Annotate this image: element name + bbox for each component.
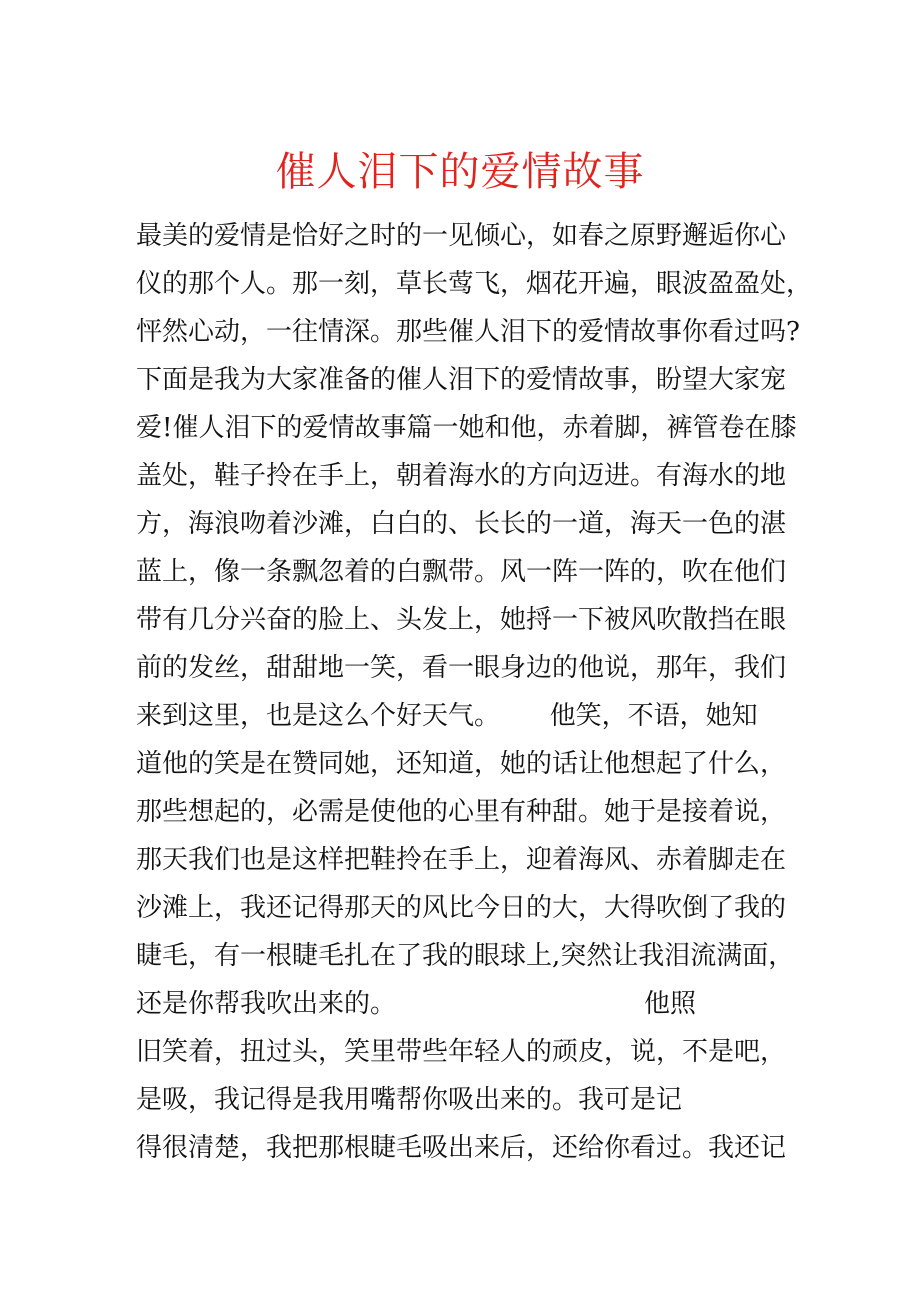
page-title: 催人泪下的爱情故事: [275, 149, 645, 195]
text-line-8: 蓝上，像一条飘忽着的白飘带。风一阵一阵的，吹在他们: [136, 557, 787, 587]
text-line-19: 是吸，我记得是我用嘴帮你吸出来的。我可是记: [136, 1085, 683, 1115]
article-body: [136, 212, 816, 1172]
text-line-9: 带有几分兴奋的脸上、头发上，她捋一下被风吹散挡在眼: [136, 605, 787, 635]
text-line-3: 怦然心动，一往情深。那些催人泪下的爱情故事你看过吗?: [136, 317, 800, 347]
text-line-11: 来到这里，也是这么个好天气。 他笑，不语，她知: [136, 701, 758, 731]
text-line-18: 旧笑着，扭过头，笑里带些年轻人的顽皮，说，不是吧，: [136, 1037, 787, 1067]
text-line-10: 前的发丝，甜甜地一笑，看一眼身边的他说，那年，我们: [136, 653, 787, 683]
text-line-4: 下面是我为大家准备的催人泪下的爱情故事，盼望大家宠: [136, 365, 787, 395]
text-line-6: 盖处，鞋子拎在手上，朝着海水的方向迈进。有海水的地: [136, 461, 787, 491]
text-line-1: 最美的爱情是恰好之时的一见倾心，如春之原野邂逅你心: [136, 221, 787, 251]
text-line-12: 道他的笑是在赞同她，还知道，她的话让他想起了什么，: [136, 749, 787, 779]
text-line-15: 沙滩上，我还记得那天的风比今日的大，大得吹倒了我的: [136, 893, 787, 923]
text-line-2: 仪的那个人。那一刻，草长莺飞，烟花开遍，眼波盈盈处，: [136, 269, 813, 299]
text-line-5: 爱!催人泪下的爱情故事篇一她和他，赤着脚，裤管卷在膝: [136, 413, 797, 443]
text-line-16: 睫毛，有一根睫毛扎在了我的眼球上,突然让我泪流满面，: [136, 941, 795, 971]
text-line-7: 方，海浪吻着沙滩，白白的、长长的一道，海天一色的湛: [136, 509, 787, 539]
text-line-20: 得很清楚，我把那根睫毛吸出来后，还给你看过。我还记: [136, 1133, 787, 1163]
text-line-17: 还是你帮我吹出来的。 他照: [136, 989, 696, 1019]
text-line-14: 那天我们也是这样把鞋拎在手上，迎着海风、赤着脚走在: [136, 845, 787, 875]
text-line-13: 那些想起的，必需是使他的心里有种甜。她于是接着说，: [136, 797, 787, 827]
